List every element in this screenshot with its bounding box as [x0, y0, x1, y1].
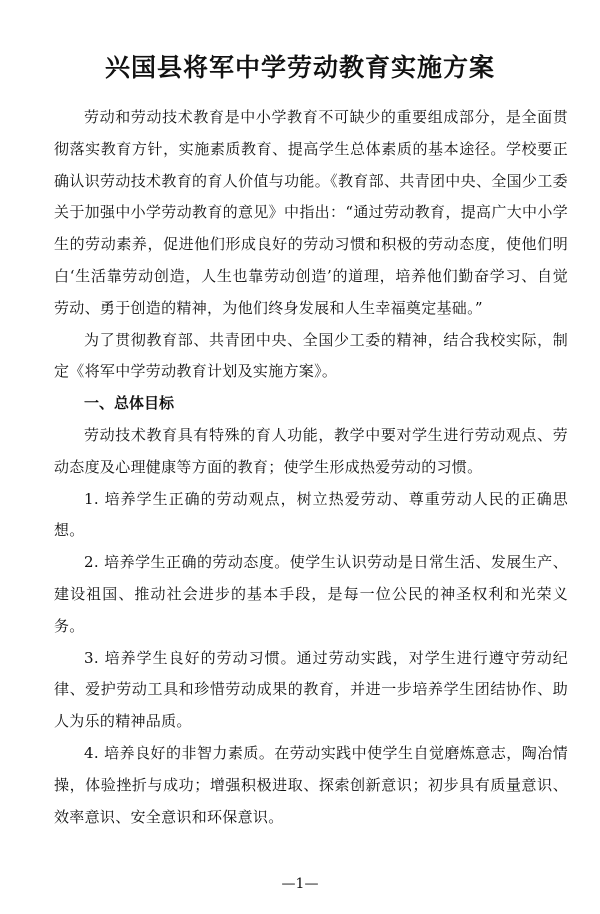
document-body [54, 102, 568, 833]
goal-item-4: 4. 培养良好的非智力素质。在劳动实践中使学生自觉磨炼意志，陶冶情操，体验挫折与成功；增强积极进取、探索创新意识；初步具有质量意识、效率意识、安全意识和环保意识。 [54, 743, 568, 826]
section-heading: 一、总体目标 [84, 394, 175, 413]
goal-item-1: 1. 培养学生正确的劳动观点，树立热爱劳动、尊重劳动人民的正确思想。 [54, 489, 568, 540]
purpose-paragraph: 为了贯彻教育部、共青团中央、全国少工委的精神，结合我校实际，制定《将军中学劳动教育计划及实施方案》。 [54, 330, 568, 381]
page-number: —1— [281, 876, 319, 892]
goal-item-3: 3. 培养学生良好的劳动习惯。通过劳动实践，对学生进行遵守劳动纪律、爱护劳动工具和珍惜劳动成果的教育，并进一步培养学生团结协作、助人为乐的精神品质。 [54, 648, 568, 731]
goal-item-2: 2. 培养学生正确的劳动态度。使学生认识劳动是日常生活、发展生产、建设祖国、推动社会进步的基本手段，是每一位公民的神圣权利和光荣义务。 [54, 553, 568, 635]
intro-paragraph: 劳动和劳动技术教育是中小学教育不可缺少的重要组成部分，是全面贯彻落实教育方针，实施素质教育、提高学生总体素质的基本途径。学校要正确认识劳动技术教育的育人价值与功能。《教育部、共青团中央、全国少工委关于加强中小学劳动教育的意见》中指出：“通过劳动教育，提高广大中小学生的劳动素养，促进他们形成良好的劳动习惯和积极的劳动态度，使他们明白‘生活靠劳动创造，人生也靠劳动创造’的道理，培养他们勤奋学习、自觉劳动、勇于创造的精神，为他们终身发展和人生幸福奠定基础。” [54, 108, 568, 317]
section-intro-paragraph: 劳动技术教育具有特殊的育人功能，教学中要对学生进行劳动观点、劳动态度及心理健康等方面的教育；使学生形成热爱劳动的习惯。 [54, 425, 568, 476]
document-title: 兴国县将军中学劳动教育实施方案 [104, 53, 495, 82]
